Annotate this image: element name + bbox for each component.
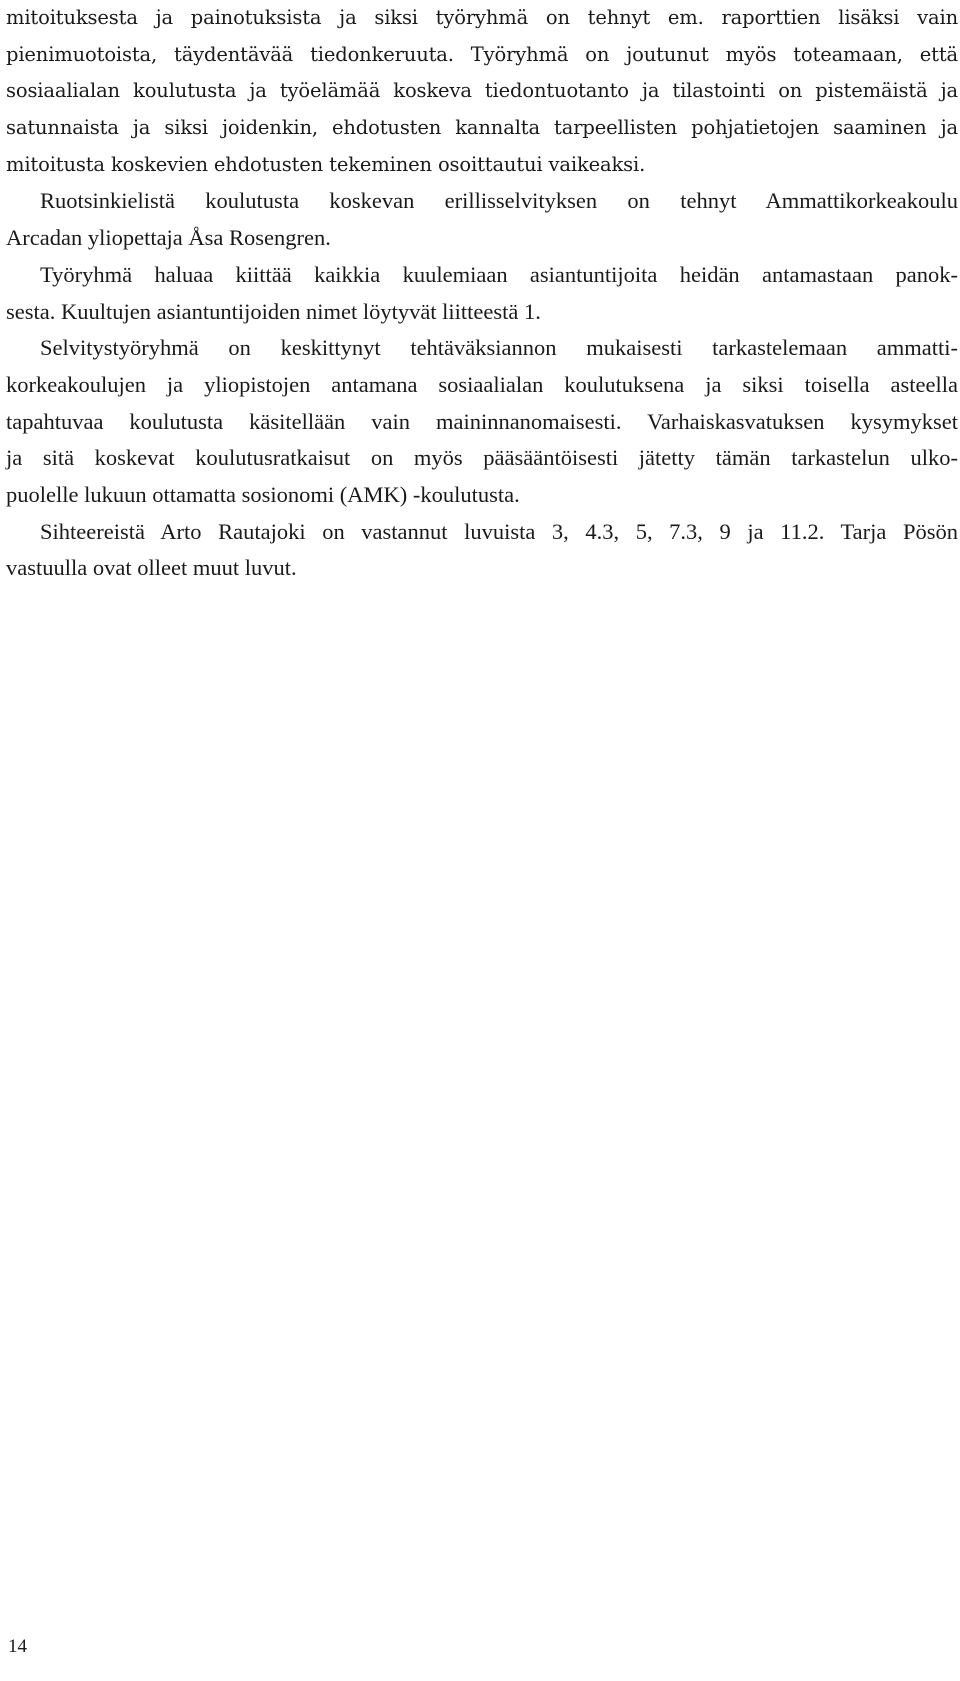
page-number: 14: [8, 1636, 27, 1657]
paragraph-line: mitoituksesta ja painotuksista ja siksi työryhmä on tehnyt em. raporttien lisäksi vain: [6, 6, 958, 29]
paragraph-line: Sihteereistä Arto Rautajoki on vastannut luvuista 3, 4.3, 5, 7.3, 9 ja 11.2. Tarja Pösön: [40, 518, 958, 544]
paragraph-line: tapahtuvaa koulutusta käsitellään vain maininnanomaisesti. Varhaiskasvatuksen kysymykset: [6, 408, 958, 434]
paragraph-line: pienimuotoista, täydentävää tiedonkeruuta. Työryhmä on joutunut myös toteamaan, että: [6, 42, 958, 66]
paragraph-line: vastuulla ovat olleet muut luvut.: [6, 555, 297, 581]
paragraph-line: sesta. Kuultujen asiantuntijoiden nimet löytyvät liitteestä 1.: [6, 298, 541, 324]
paragraph-line: Arcadan yliopettaja Åsa Rosengren.: [6, 225, 331, 251]
paragraph-line: korkeakoulujen ja yliopistojen antamana sosiaalialan koulutuksena ja siksi toisella asteella: [6, 371, 958, 397]
paragraph-line: sosiaalialan koulutusta ja työelämää koskeva tiedontuotanto ja tilastointi on pistemäistä ja: [6, 79, 958, 103]
paragraph-line: puolelle lukuun ottamatta sosionomi (AMK) -koulutusta.: [6, 481, 520, 507]
paragraph-line: Työryhmä haluaa kiittää kaikkia kuulemiaan asiantuntijoita heidän antamastaan panok-: [40, 261, 958, 287]
paragraph-line: satunnaista ja siksi joidenkin, ehdotusten kannalta tarpeellisten pohjatietojen saaminen ja: [6, 116, 958, 140]
paragraph-line: mitoitusta koskevien ehdotusten tekeminen osoittautui vaikeaksi.: [6, 152, 646, 176]
body-text: [6, 0, 958, 587]
paragraph-line: Selvitystyöryhmä on keskittynyt tehtäväksiannon mukaisesti tarkastelemaan ammatti-: [40, 335, 958, 361]
paragraph-line: ja sitä koskevat koulutusratkaisut on myös pääsääntöisesti jätetty tämän tarkastelun ulko-: [6, 445, 958, 471]
paragraph-line: Ruotsinkielistä koulutusta koskevan erillisselvityksen on tehnyt Ammattikorkeakoulu: [40, 188, 958, 214]
